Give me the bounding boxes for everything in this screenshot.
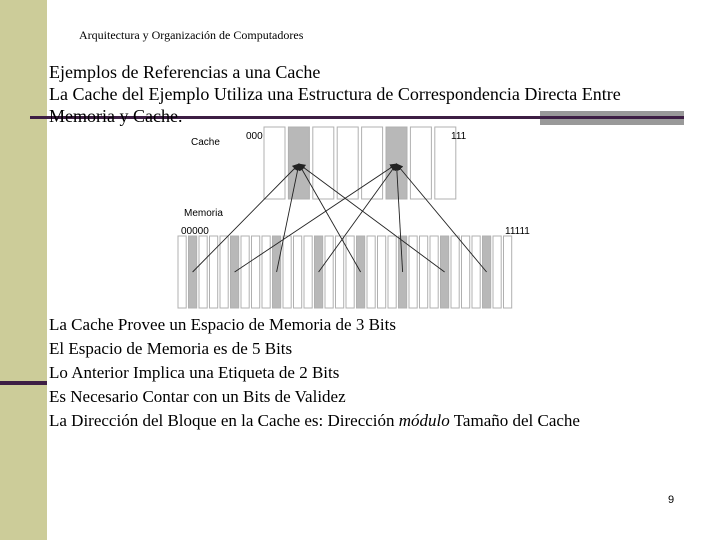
memory-block — [493, 236, 501, 308]
cache-last-index: 111 — [451, 131, 467, 142]
sidebar-divider — [0, 381, 47, 385]
memory-first-address: 00000 — [181, 226, 209, 237]
memory-block — [451, 236, 459, 308]
memory-last-address: 11111 — [505, 226, 530, 237]
title-line-3: Memoria y Cache. — [49, 106, 183, 126]
memory-block — [262, 236, 270, 308]
cache-first-index: 000 — [246, 131, 263, 142]
page-number: 9 — [668, 494, 675, 506]
memory-blocks — [178, 236, 512, 308]
bullet-block-address-text: La Dirección del Bloque en la Cache es: Dirección — [49, 411, 399, 430]
bullet-cache-space: La Cache Provee un Espacio de Memoria de 3 Bits — [49, 315, 396, 334]
slide-title — [49, 61, 621, 127]
memory-block — [388, 236, 396, 308]
bullet-block-address-end: Tamaño del Cache — [449, 411, 580, 430]
memory-block — [325, 236, 333, 308]
memory-block — [378, 236, 386, 308]
memory-block — [472, 236, 480, 308]
cache-block — [313, 127, 334, 199]
memory-block — [367, 236, 375, 308]
direct-mapping-diagram — [176, 124, 540, 310]
memory-block — [220, 236, 228, 308]
cache-block — [386, 127, 407, 199]
bullet-memory-space: El Espacio de Memoria es de 5 Bits — [49, 339, 293, 358]
memory-block — [252, 236, 260, 308]
bullet-tag-bits: Lo Anterior Implica una Etiqueta de 2 Bits — [49, 363, 340, 382]
cache-label: Cache — [191, 137, 220, 148]
memory-block — [210, 236, 218, 308]
bullet-list — [49, 313, 580, 433]
title-line-2: La Cache del Ejemplo Utiliza una Estructura de Correspondencia Directa Entre — [49, 84, 621, 104]
cache-block — [410, 127, 431, 199]
memory-block — [504, 236, 512, 308]
memory-block — [294, 236, 302, 308]
memory-block — [178, 236, 186, 308]
course-title: Arquitectura y Organización de Computadores — [79, 28, 304, 42]
bullet-block-address — [49, 409, 580, 433]
memory-block — [430, 236, 438, 308]
bullet-valid-bit: Es Necesario Contar con un Bits de Validez — [49, 387, 346, 406]
memory-block — [420, 236, 428, 308]
memory-block — [199, 236, 207, 308]
cache-block — [288, 127, 309, 199]
memory-block — [304, 236, 312, 308]
modulo-word: módulo — [398, 411, 450, 430]
memory-block — [283, 236, 291, 308]
left-sidebar-bar — [0, 0, 47, 540]
title-line-1: Ejemplos de Referencias a una Cache — [49, 62, 321, 82]
memory-block — [346, 236, 354, 308]
memory-block — [241, 236, 249, 308]
memory-label: Memoria — [184, 208, 223, 219]
cache-block — [337, 127, 358, 199]
